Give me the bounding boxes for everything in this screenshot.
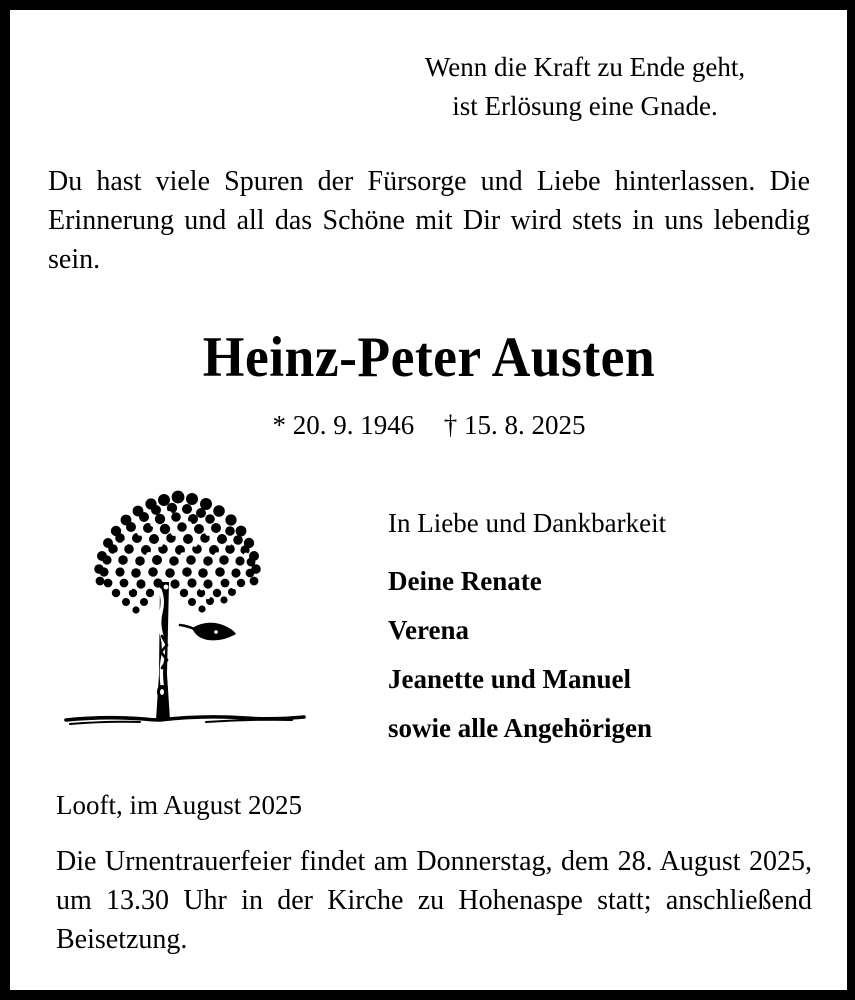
life-dates <box>48 408 810 442</box>
dedication-line: In Liebe und Dankbarkeit <box>388 508 667 538</box>
death-date: 15. 8. 2025 <box>464 410 586 440</box>
mourner-name: sowie alle Angehörigen <box>388 713 652 743</box>
epigraph-line-2: ist Erlösung eine Gnade. <box>452 91 718 121</box>
birth-date: 20. 9. 1946 <box>292 410 415 440</box>
mourner-name: Jeanette und Manuel <box>388 664 631 694</box>
mourner-name: Deine Renate <box>388 566 542 596</box>
notice-card <box>10 10 847 990</box>
lead-paragraph: Du hast viele Spuren der Fürsorge und Liebe hinterlassen. Die Erinnerung und all das Schöne mit Dir wird stets in uns lebendig sein. <box>48 166 810 275</box>
mourner-name: Verena <box>388 615 469 645</box>
mourners-block <box>388 506 828 745</box>
page-title: Heinz-Peter Austen <box>202 326 656 389</box>
death-symbol: † <box>443 410 458 440</box>
epigraph-line-1: Wenn die Kraft zu Ende geht, <box>424 52 746 82</box>
tree-icon <box>56 486 316 736</box>
service-details: Die Urnentrauerfeier findet am Donnerstag, dem 28. August 2025, um 13.30 Uhr in der Kirche zu Hohenaspe statt; anschließend Beisetzung. <box>56 846 812 955</box>
place-and-date: Looft, im August 2025 <box>56 790 303 820</box>
birth-symbol: * <box>272 410 286 440</box>
epigraph <box>340 48 830 126</box>
